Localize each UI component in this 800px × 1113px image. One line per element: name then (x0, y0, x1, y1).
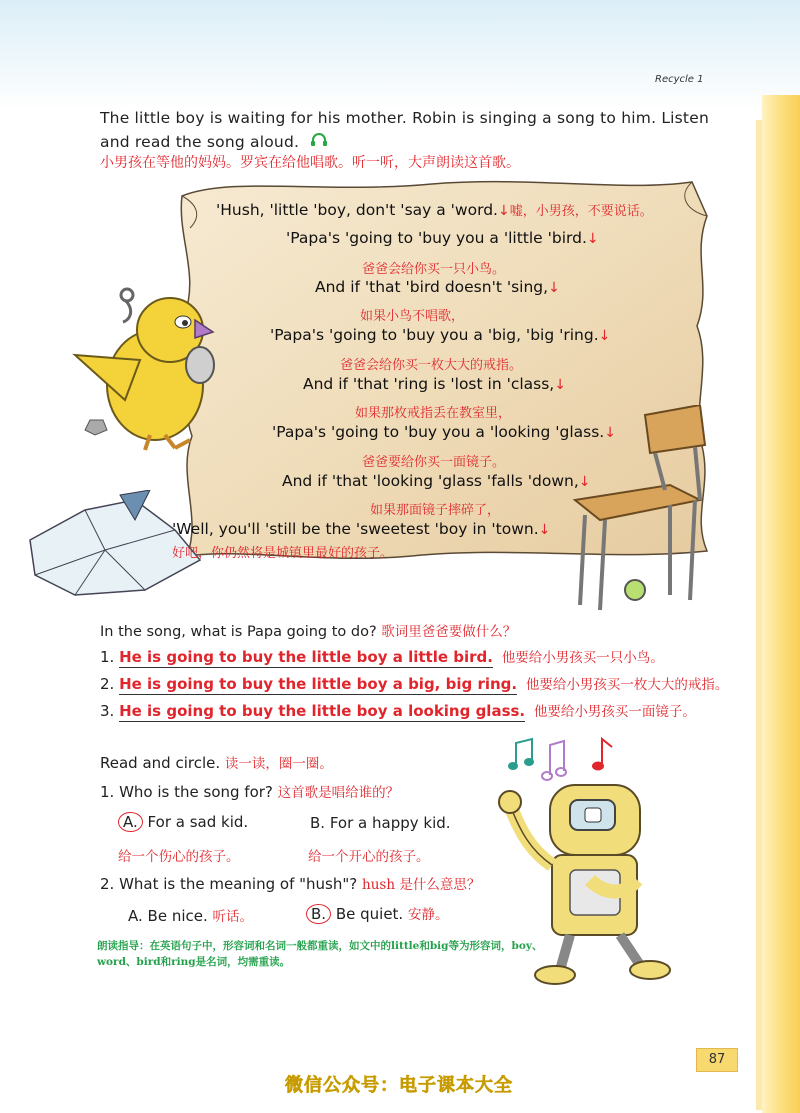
falling-intonation-arrow: ↓ (548, 280, 560, 296)
answer-chinese: 他要给小男孩买一只小鸟。 (501, 650, 664, 666)
falling-intonation-arrow: ↓ (578, 474, 591, 490)
page-background-top (0, 0, 800, 110)
answer-chinese: 他要给小男孩买一枚大大的戒指。 (525, 677, 729, 693)
read-circle-title-english: Read and circle. (100, 754, 221, 772)
song-line (270, 326, 610, 344)
question-prompt-english: In the song, what is Papa going to do? (100, 624, 377, 640)
falling-intonation-arrow: ↓ (604, 425, 616, 441)
song-line-english: And if 'that 'looking 'glass 'falls 'down, (282, 472, 579, 490)
question-1-chinese: 这首歌是唱给谁的？ (277, 785, 400, 801)
intro-english: The little boy is waiting for his mother. Robin is singing a song to him. Listen and read the song aloud. (100, 109, 709, 151)
song-line (172, 520, 550, 538)
answer-chinese: 他要给小男孩买一面镜子。 (533, 704, 696, 720)
answer-number: 3. (100, 702, 115, 720)
answer-number: 1. (100, 648, 115, 666)
q2-option-b[interactable] (306, 903, 449, 924)
song-line (216, 200, 653, 219)
answer-text: He is going to buy the little boy a looking glass. (119, 702, 526, 720)
read-circle-title (100, 752, 333, 772)
song-line-english: And if 'that 'bird doesn't 'sing, (315, 278, 549, 296)
circled-option-label: B. (306, 904, 331, 924)
falling-intonation-arrow: ↓ (598, 328, 611, 344)
song-line (315, 278, 560, 296)
question-2-chinese: hush 是什么意思？ (362, 877, 481, 893)
song-line-chinese: 爸爸会给你买一枚大大的戒指。 (340, 358, 523, 373)
option-text: Be quiet. (335, 905, 404, 923)
question-1-text: 1. Who is the song for? (100, 783, 273, 801)
q1-option-b-chinese: 给一个开心的孩子。 (308, 849, 430, 865)
headphone-icon[interactable] (310, 130, 328, 153)
answer-line (100, 700, 696, 720)
song-line-english: And if 'that 'ring is 'lost in 'class, (303, 375, 555, 393)
option-chinese: 听话。 (212, 909, 254, 925)
option-label: A. (128, 907, 143, 925)
watermark-text: 微信公众号：电子课本大全 (285, 1075, 513, 1096)
answer-number: 2. (100, 675, 115, 693)
song-line (282, 472, 591, 490)
option-text: Be nice. (147, 907, 208, 925)
answer-line (100, 673, 728, 693)
falling-intonation-arrow: ↓ (586, 231, 599, 247)
intro-chinese: 小男孩在等他的妈妈。罗宾在给他唱歌。听一听，大声朗读这首歌。 (100, 155, 520, 171)
falling-intonation-arrow: ↓ (538, 522, 551, 538)
song-line-english: 'Papa's 'going to 'buy you a 'big, 'big 'ring. (270, 326, 599, 344)
option-text: For a happy kid. (329, 814, 451, 832)
song-line-chinese: 爸爸会给你买一只小鸟。 (362, 262, 506, 277)
q1-option-a[interactable] (118, 812, 248, 832)
unit-header: Recycle 1 (655, 74, 704, 85)
q1-option-b[interactable] (310, 814, 451, 832)
reading-tip: 朗读指导：在英语句子中，形容词和名词一般都重读，如文中的little和big等为形容词，boy、word、bird和ring是名词，均需重读。 (97, 940, 543, 968)
option-chinese: 安静。 (408, 907, 449, 923)
option-text: For a sad kid. (147, 813, 249, 831)
falling-intonation-arrow: ↓ (554, 377, 566, 393)
song-line-chinese: 嘘，小男孩，不要说话。 (509, 204, 653, 219)
question-prompt-chinese: 歌词里爸爸要做什么？ (381, 624, 517, 640)
q2-option-a[interactable] (128, 905, 253, 925)
question-2 (100, 873, 480, 893)
page-edge-decoration (762, 95, 800, 1113)
song-line (303, 375, 566, 393)
song-line-chinese: 如果小鸟不唱歌， (360, 309, 465, 324)
song-line (286, 229, 599, 247)
song-line-chinese: 如果那枚戒指丢在教室里， (355, 406, 512, 421)
option-label: B. (310, 814, 326, 832)
question-1 (100, 781, 399, 801)
page-edge-inner (756, 120, 762, 1110)
q1-option-a-chinese: 给一个伤心的孩子。 (118, 849, 240, 865)
song-line-chinese: 如果那面镜子摔碎了， (370, 503, 501, 518)
song-line-chinese: 爸爸要给你买一面镜子。 (362, 455, 506, 470)
song-line-english: 'Papa's 'going to 'buy you a 'little 'bird. (286, 229, 587, 247)
song-line (272, 423, 616, 441)
answer-text: He is going to buy the little boy a little bird. (119, 648, 493, 666)
page-number: 87 (696, 1048, 738, 1072)
bird-illustration (55, 280, 235, 460)
falling-intonation-arrow: ↓ (497, 203, 510, 219)
intro-text (100, 107, 740, 154)
question-2-text: 2. What is the meaning of "hush"? (100, 875, 358, 893)
read-circle-title-chinese: 读一读，圈一圈。 (224, 756, 333, 772)
answer-line (100, 646, 664, 666)
answer-text: He is going to buy the little boy a big, big ring. (119, 675, 518, 693)
song-line-english: 'Hush, 'little 'boy, don't 'say a 'word. (216, 201, 498, 219)
question-prompt (100, 620, 516, 640)
song-line-english: 'Papa's 'going to 'buy you a 'looking 'glass. (272, 423, 605, 441)
song-line-english: 'Well, you'll 'still be the 'sweetest 'boy in 'town. (172, 520, 539, 538)
circled-option-label: A. (118, 812, 143, 832)
song-line-chinese: 好吧，你仍然将是城镇里最好的孩子。 (172, 546, 394, 561)
